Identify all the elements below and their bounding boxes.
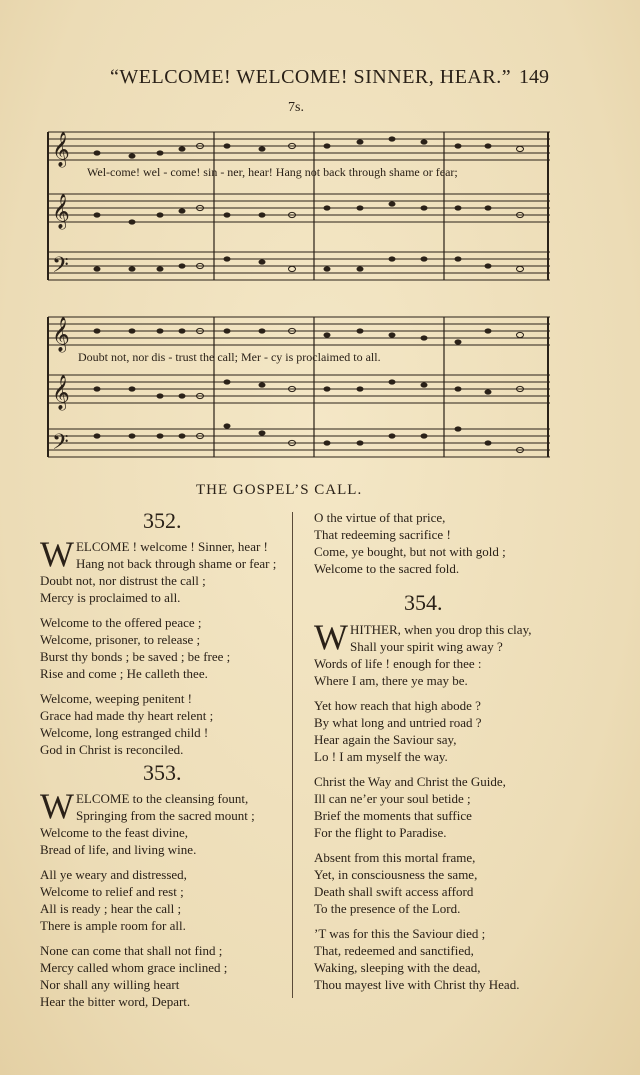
lyrics-line-1: Wel-come! wel - come! sin - ner, hear! Hang not back through shame or fear; (87, 165, 458, 179)
verse-line: Shall your spirit wing away ? (349, 639, 503, 654)
verse-line: ELCOME to the cleansing fount, (75, 791, 249, 806)
section-title: THE GOSPEL’S CALL. (196, 482, 363, 498)
verse-line: Ill can ne’er your soul betide ; (314, 791, 471, 806)
verse-line: Welcome to the sacred fold. (314, 561, 460, 576)
verse-line: Where I am, there ye may be. (314, 673, 468, 688)
verse-line: That, redeemed and sanctified, (314, 943, 474, 958)
verse-line: Springing from the sacred mount ; (75, 808, 255, 823)
verse-line: Absent from this mortal frame, (314, 850, 476, 865)
staff-2 (48, 194, 550, 222)
verse-line: Death shall swift access afford (314, 884, 474, 899)
verse-line: Waking, sleeping with the dead, (314, 960, 481, 975)
verse-line: All is ready ; hear the call ; (40, 901, 182, 916)
verse-line: Doubt not, nor distrust the call ; (40, 573, 206, 588)
verse-line: ’T was for this the Saviour died ; (314, 926, 486, 941)
verse-line: That redeeming sacrifice ! (314, 527, 451, 542)
treble-clef-icon: 𝄞 (52, 317, 70, 352)
verse-line: Hear the bitter word, Depart. (40, 994, 191, 1009)
hymn-number-352: 352. (143, 508, 182, 533)
bass-clef-icon: 𝄢 (52, 430, 69, 460)
page-header-title: “WELCOME! WELCOME! SINNER, HEAR.” (110, 66, 512, 88)
verse-line: Yet how reach that high abode ? (314, 698, 481, 713)
hymn-352-continued (314, 509, 624, 577)
verse-line: By what long and untried road ? (314, 715, 482, 730)
music-system-2 (42, 305, 557, 460)
verse-line: Hear again the Saviour say, (314, 732, 457, 747)
verse-line: For the flight to Paradise. (314, 825, 447, 840)
verse-line: Bread of life, and living wine. (40, 842, 197, 857)
hymn-number-353: 353. (143, 760, 182, 785)
bass-clef-icon: 𝄢 (52, 253, 69, 283)
verse-line: Words of life ! enough for thee : (314, 656, 482, 671)
hymn-352-text (40, 534, 290, 758)
verse-line: Nor shall any willing heart (40, 977, 180, 992)
hymn-353-text (40, 786, 290, 1010)
verse-line: Mercy is proclaimed to all. (40, 590, 181, 605)
verse-line: Burst thy bonds ; be saved ; be free ; (40, 649, 231, 664)
hymn-number-354: 354. (404, 590, 443, 615)
meter-label: 7s. (288, 100, 304, 115)
verse-line: Come, ye bought, but not with gold ; (314, 544, 506, 559)
treble-clef-icon: 𝄞 (52, 132, 70, 167)
verse-line: HITHER, when you drop this clay, (349, 622, 532, 637)
verse-line: Christ the Way and Christ the Guide, (314, 774, 506, 789)
treble-clef-icon: 𝄞 (52, 375, 70, 410)
verse-line: Welcome, weeping penitent ! (40, 691, 193, 706)
verse-line: Brief the moments that suffice (314, 808, 472, 823)
treble-clef-icon: 𝄞 (52, 194, 70, 229)
verse-line: Welcome, prisoner, to release ; (40, 632, 201, 647)
verse-line: Yet, in consciousness the same, (314, 867, 478, 882)
verse-line: Rise and come ; He calleth thee. (40, 666, 208, 681)
staff-1 (48, 132, 550, 160)
verse-line: O the virtue of that price, (314, 510, 446, 525)
drop-cap: W (314, 617, 348, 657)
lyrics-line-2: Doubt not, nor dis - trust the call; Mer - cy is proclaimed to all. (78, 350, 381, 364)
music-system-1 (42, 118, 557, 288)
notes (94, 136, 524, 271)
verse-line: None can come that shall not find ; (40, 943, 223, 958)
verse-line: God in Christ is reconciled. (40, 742, 184, 757)
verse-line: Welcome to the feast divine, (40, 825, 189, 840)
page-number: 149 (519, 66, 549, 88)
drop-cap: W (40, 534, 74, 574)
notes (94, 328, 524, 452)
verse-line: Hang not back through shame or fear ; (75, 556, 277, 571)
verse-line: Welcome, long estranged child ! (40, 725, 209, 740)
verse-line: Welcome to the offered peace ; (40, 615, 202, 630)
staff-3 (48, 252, 550, 280)
drop-cap: W (40, 786, 74, 826)
hymn-354-text (314, 617, 624, 993)
verse-line: All ye weary and distressed, (40, 867, 187, 882)
verse-line: Welcome to relief and rest ; (40, 884, 184, 899)
verse-line: Thou mayest live with Christ thy Head. (314, 977, 520, 992)
verse-line: Grace had made thy heart relent ; (40, 708, 214, 723)
verse-line: Mercy called whom grace inclined ; (40, 960, 228, 975)
verse-line: Lo ! I am myself the way. (314, 749, 448, 764)
verse-line: There is ample room for all. (40, 918, 186, 933)
column-divider (292, 512, 293, 998)
verse-line: ELCOME ! welcome ! Sinner, hear ! (75, 539, 268, 554)
verse-line: To the presence of the Lord. (314, 901, 461, 916)
